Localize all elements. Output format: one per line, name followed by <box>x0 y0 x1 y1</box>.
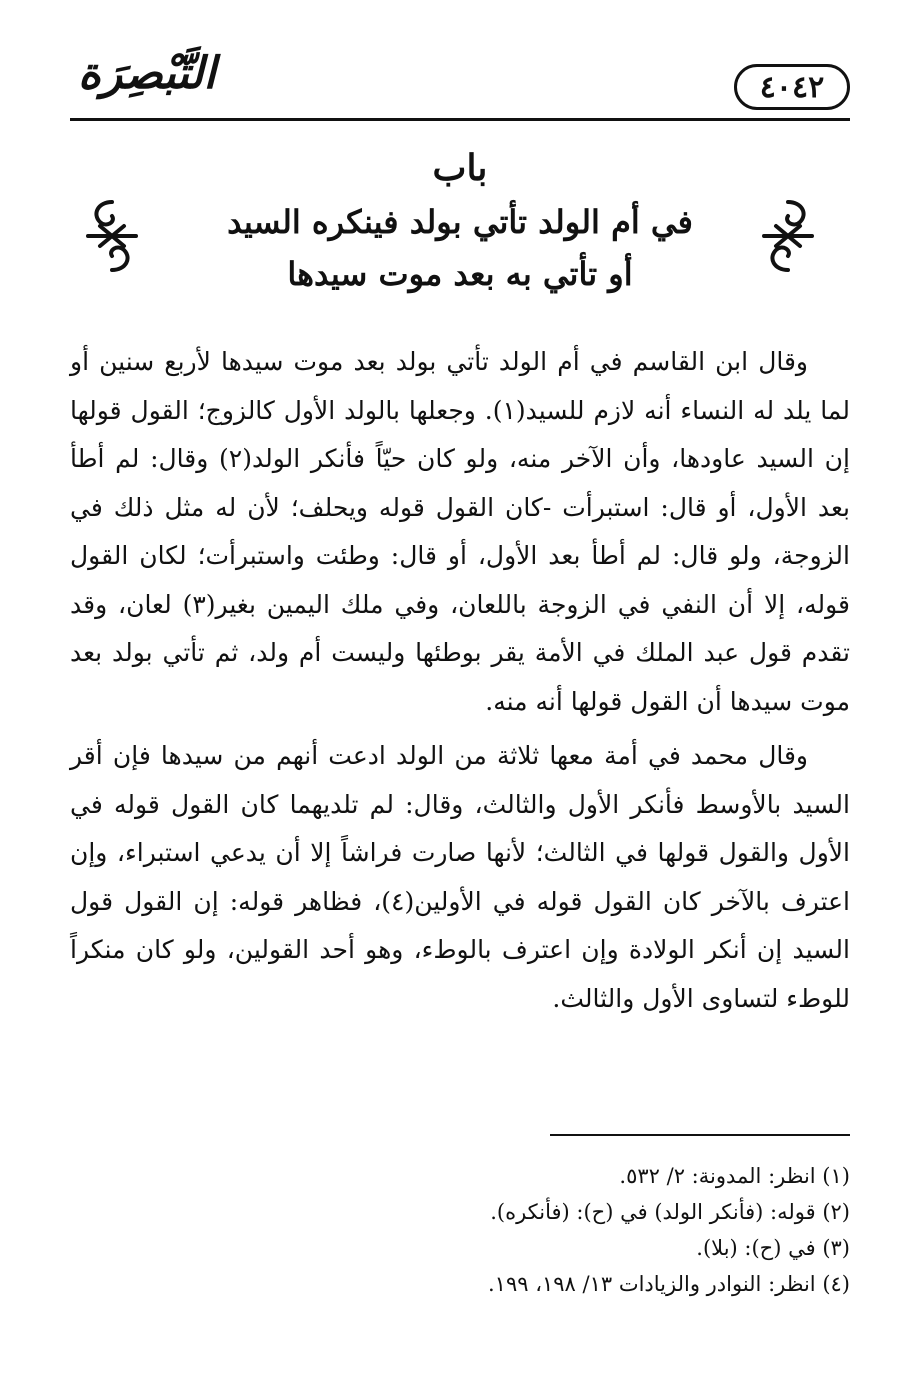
footnote-1: (١) انظر: المدونة: ٢/ ٥٣٢. <box>619 1164 850 1188</box>
chapter-title-line-2: أو تأتي به بعد موت سيدها <box>287 255 633 293</box>
page-header <box>70 48 850 124</box>
page-number: ٤٠٤٢ <box>734 64 850 110</box>
footnote-3: (٣) في (ح): (بلا). <box>696 1236 850 1260</box>
ornament-right-icon <box>756 196 820 276</box>
book-logo: التَّبْصِرَة <box>78 48 216 99</box>
footnote-4: (٤) انظر: النوادر والزيادات ١٣/ ١٩٨، ١٩٩. <box>487 1272 850 1296</box>
main-text <box>70 338 850 1029</box>
header-rule <box>70 118 850 121</box>
paragraph-2: وقال محمد في أمة معها ثلاثة من الولد ادعت أنهم من سيدها فإن أقر السيد بالأوسط فأنكر الأول والثالث، وقال: لم تلديهما كان القول قوله في الأول والقول قولها في الثالث؛ لأنها صارت فراشاً إلا أن يدعي استبراء، وإن اعترف بالآخر كان القول قوله في الأولين(٤)، فظاهر قوله: إن القول قول السيد إن أنكر الولادة وإن اعترف بالوطء، وهو أحد القولين، ولو كان منكراً للوطء لتساوى الأول والثالث. <box>70 741 850 1013</box>
chapter-title <box>70 140 850 300</box>
paragraph-1: وقال ابن القاسم في أم الولد تأتي بولد بعد موت سيدها لأربع سنين أو لما يلد له النساء أنه لازم للسيد(١). وجعلها بالولد الأول كالزوج؛ القول قولها إن السيد عاودها، وأن الآخر منه، ولو كان حيّاً فأنكر الولد(٢) وقال: لم أطأ بعد الأول، أو قال: استبرأت -كان القول قوله ويحلف؛ لأن له مثل ذلك في الزوجة، ولو قال: لم أطأ بعد الأول، أو قال: وطئت واستبرأت؛ لكان القول قوله، إلا أن النفي في الزوجة باللعان، وفي ملك اليمين بغير(٣) لعان، وقد تقدم قول عبد الملك في الأمة يقر بوطئها وليست أم ولد، ثم تأتي بولد بعد موت سيدها أن القول قولها أنه منه. <box>70 347 850 716</box>
footnotes <box>70 1158 850 1302</box>
footnote-2: (٢) قوله: (فأنكر الولد) في (ح): (فأنكره). <box>490 1200 850 1224</box>
ornament-left-icon <box>80 196 144 276</box>
chapter-title-line-1: في أم الولد تأتي بولد فينكره السيد <box>227 203 693 241</box>
chapter-label: باب <box>432 147 488 189</box>
footnote-separator <box>550 1134 850 1136</box>
